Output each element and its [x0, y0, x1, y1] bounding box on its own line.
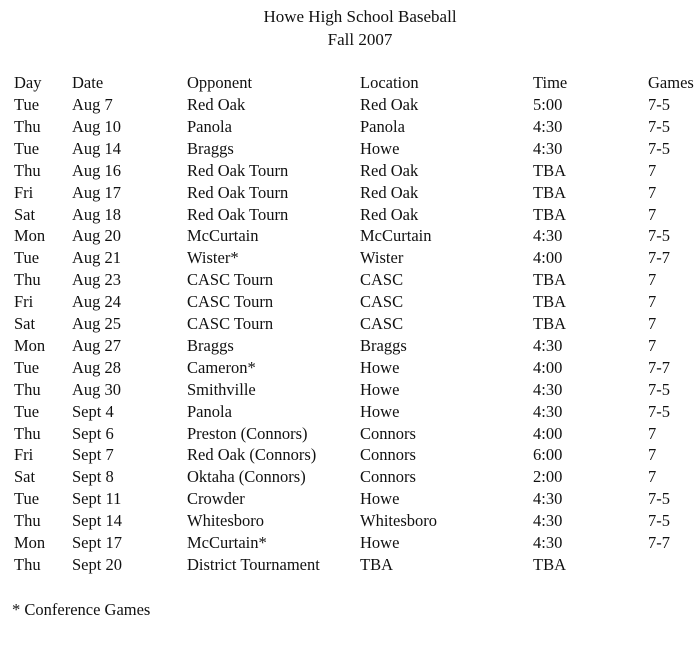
- row-location: Braggs: [360, 336, 407, 355]
- row-games: 7-5: [648, 95, 670, 114]
- row-day: Tue: [14, 402, 40, 421]
- row-date: Aug 27: [72, 336, 122, 355]
- row-games: 7-5: [648, 226, 670, 245]
- row-opponent: CASC Tourn: [187, 314, 274, 333]
- row-time: 4:30: [533, 533, 563, 552]
- row-date: Aug 24: [72, 292, 122, 311]
- row-location: McCurtain: [360, 226, 432, 245]
- row-opponent: Red Oak Tourn: [187, 161, 289, 180]
- row-location: Red Oak: [360, 95, 419, 114]
- row-games: 7: [648, 467, 657, 486]
- row-day: Thu: [14, 511, 41, 530]
- row-day: Tue: [14, 489, 40, 508]
- row-day: Sat: [14, 314, 36, 333]
- row-opponent: Red Oak Tourn: [187, 205, 289, 224]
- row-date: Aug 30: [72, 380, 122, 399]
- row-day: Thu: [14, 380, 41, 399]
- row-time: 2:00: [533, 467, 563, 486]
- row-opponent: Panola: [187, 117, 232, 136]
- row-opponent: McCurtain: [187, 226, 259, 245]
- row-opponent: Cameron*: [187, 358, 256, 377]
- row-time: TBA: [533, 205, 566, 224]
- row-day: Thu: [14, 555, 41, 574]
- row-opponent: Red Oak Tourn: [187, 183, 289, 202]
- row-date: Sept 20: [72, 555, 122, 574]
- row-date: Aug 17: [72, 183, 122, 202]
- row-date: Sept 4: [72, 402, 114, 421]
- row-time: TBA: [533, 292, 566, 311]
- row-location: Howe: [360, 380, 400, 399]
- row-date: Aug 23: [72, 270, 122, 289]
- row-time: 4:00: [533, 424, 563, 443]
- row-opponent: Oktaha (Connors): [187, 467, 306, 486]
- header-location: Location: [360, 73, 419, 92]
- row-day: Mon: [14, 336, 46, 355]
- row-time: TBA: [533, 270, 566, 289]
- header-time: Time: [533, 73, 568, 92]
- row-location: Connors: [360, 445, 416, 464]
- row-games: 7: [648, 424, 657, 443]
- row-games: 7: [648, 161, 657, 180]
- row-time: 6:00: [533, 445, 563, 464]
- header-date: Date: [72, 73, 104, 92]
- row-opponent: CASC Tourn: [187, 292, 274, 311]
- row-location: Howe: [360, 358, 400, 377]
- row-time: 4:30: [533, 226, 563, 245]
- row-games: 7: [648, 183, 657, 202]
- row-location: Howe: [360, 139, 400, 158]
- header-day: Day: [14, 73, 42, 92]
- row-games: 7: [648, 205, 657, 224]
- row-location: TBA: [360, 555, 393, 574]
- row-games: 7-5: [648, 511, 670, 530]
- row-date: Aug 28: [72, 358, 122, 377]
- row-location: Howe: [360, 533, 400, 552]
- row-day: Sat: [14, 467, 36, 486]
- row-opponent: CASC Tourn: [187, 270, 274, 289]
- row-games: 7: [648, 292, 657, 311]
- row-location: Panola: [360, 117, 405, 136]
- row-games: 7-5: [648, 402, 670, 421]
- row-opponent: Red Oak (Connors): [187, 445, 317, 464]
- row-location: Whitesboro: [360, 511, 437, 530]
- row-date: Sept 6: [72, 424, 114, 443]
- footnote: * Conference Games: [12, 600, 151, 619]
- row-time: 4:30: [533, 139, 563, 158]
- row-opponent: Smithville: [187, 380, 256, 399]
- row-time: 4:30: [533, 511, 563, 530]
- row-time: TBA: [533, 183, 566, 202]
- row-time: 5:00: [533, 95, 563, 114]
- row-opponent: Whitesboro: [187, 511, 264, 530]
- row-time: 4:30: [533, 489, 563, 508]
- row-date: Aug 21: [72, 248, 122, 267]
- row-games: 7-5: [648, 380, 670, 399]
- row-opponent: Braggs: [187, 336, 234, 355]
- row-date: Aug 10: [72, 117, 122, 136]
- row-games: 7: [648, 270, 657, 289]
- row-games: 7: [648, 336, 657, 355]
- page-subtitle: Fall 2007: [327, 30, 393, 49]
- row-games: 7: [648, 314, 657, 333]
- row-opponent: Preston (Connors): [187, 424, 308, 443]
- row-time: 4:30: [533, 380, 563, 399]
- row-location: CASC: [360, 314, 404, 333]
- row-opponent: District Tournament: [187, 555, 320, 574]
- row-date: Aug 25: [72, 314, 122, 333]
- row-opponent: Braggs: [187, 139, 234, 158]
- row-games: 7-7: [648, 358, 670, 377]
- row-day: Mon: [14, 226, 46, 245]
- row-location: CASC: [360, 270, 404, 289]
- row-games: 7-7: [648, 248, 670, 267]
- row-date: Aug 7: [72, 95, 113, 114]
- row-time: 4:30: [533, 336, 563, 355]
- row-location: Red Oak: [360, 183, 419, 202]
- row-location: Howe: [360, 489, 400, 508]
- row-date: Aug 18: [72, 205, 122, 224]
- row-time: 4:00: [533, 248, 563, 267]
- row-day: Tue: [14, 248, 40, 267]
- row-games: 7-7: [648, 533, 670, 552]
- row-day: Fri: [14, 292, 34, 311]
- row-date: Aug 20: [72, 226, 122, 245]
- row-day: Fri: [14, 183, 34, 202]
- row-location: Connors: [360, 467, 416, 486]
- row-location: Connors: [360, 424, 416, 443]
- row-date: Sept 7: [72, 445, 114, 464]
- row-date: Aug 16: [72, 161, 122, 180]
- row-games: 7-5: [648, 117, 670, 136]
- row-day: Thu: [14, 161, 41, 180]
- row-day: Thu: [14, 424, 41, 443]
- row-location: Red Oak: [360, 161, 419, 180]
- row-games: 7-5: [648, 489, 670, 508]
- row-day: Thu: [14, 270, 41, 289]
- row-date: Sept 14: [72, 511, 122, 530]
- row-date: Sept 11: [72, 489, 122, 508]
- row-day: Sat: [14, 205, 36, 224]
- row-day: Mon: [14, 533, 46, 552]
- row-time: 4:30: [533, 402, 563, 421]
- row-opponent: Red Oak: [187, 95, 246, 114]
- row-date: Sept 8: [72, 467, 114, 486]
- row-day: Tue: [14, 358, 40, 377]
- row-opponent: Panola: [187, 402, 232, 421]
- row-games: 7: [648, 445, 657, 464]
- row-opponent: Wister*: [187, 248, 239, 267]
- row-opponent: Crowder: [187, 489, 245, 508]
- row-location: Red Oak: [360, 205, 419, 224]
- row-time: 4:00: [533, 358, 563, 377]
- row-time: TBA: [533, 314, 566, 333]
- row-day: Tue: [14, 139, 40, 158]
- row-day: Fri: [14, 445, 34, 464]
- row-day: Tue: [14, 95, 40, 114]
- row-opponent: McCurtain*: [187, 533, 267, 552]
- row-date: Sept 17: [72, 533, 122, 552]
- row-time: TBA: [533, 161, 566, 180]
- row-location: Howe: [360, 402, 400, 421]
- row-time: 4:30: [533, 117, 563, 136]
- row-location: Wister: [360, 248, 404, 267]
- row-location: CASC: [360, 292, 404, 311]
- row-date: Aug 14: [72, 139, 122, 158]
- row-time: TBA: [533, 555, 566, 574]
- header-opponent: Opponent: [187, 73, 253, 92]
- row-games: 7-5: [648, 139, 670, 158]
- page-title: Howe High School Baseball: [263, 7, 457, 26]
- header-games: Games: [648, 73, 694, 92]
- row-day: Thu: [14, 117, 41, 136]
